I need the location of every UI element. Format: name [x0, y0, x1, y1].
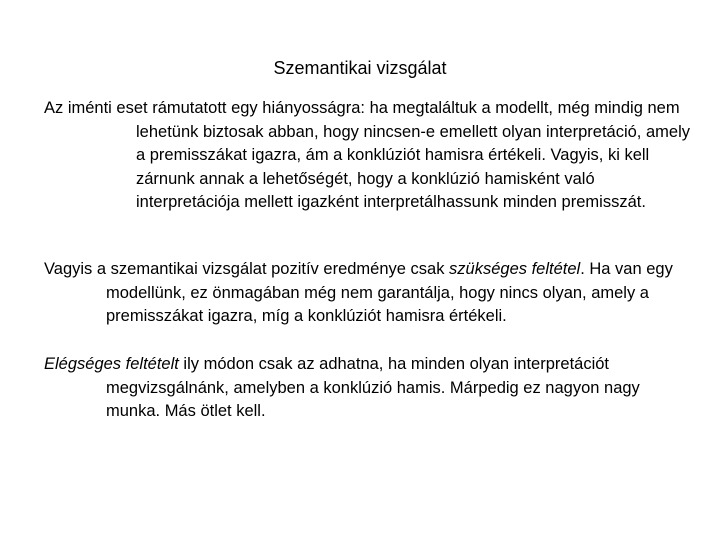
paragraph-1: Az iménti eset rámutatott egy hiányosságra: ha megtaláltuk a modellt, még mindig nem lehetünk biztosak abban, hogy nincsen-e emellett olyan interpretáció, amely a premisszákat igazra, ám a konklúziót hamisra értékeli. Vagyis, ki kell zárnunk annak a lehetőségét, hogy a konklúzió hamisként való interpretációja mellett igazként interpretálhassunk minden premisszát.	[44, 99, 690, 211]
paragraph-2-text-end: . Ha van egy modellünk, ez önmagában még nem garantálja, hogy nincs olyan, amely a premisszákat igazra, míg a konklúziót hamisra értékeli.	[106, 260, 673, 325]
paragraph-2-emphasis: szükséges feltétel	[449, 260, 581, 278]
paragraph-2	[44, 258, 704, 329]
paragraph-3-text: ily módon csak az adhatna, ha minden olyan interpretációt megvizsgálnánk, amelyben a konklúzió hamis. Márpedig ez nagyon nagy munka. Más ötlet kell.	[106, 355, 640, 420]
slide-title: Szemantikai vizsgálat	[273, 58, 447, 78]
paragraph-3-emphasis: Elégséges feltételt	[44, 355, 179, 373]
paragraph-3	[44, 353, 694, 424]
paragraph-2-text-start: Vagyis a szemantikai vizsgálat pozitív eredménye csak	[44, 260, 450, 278]
